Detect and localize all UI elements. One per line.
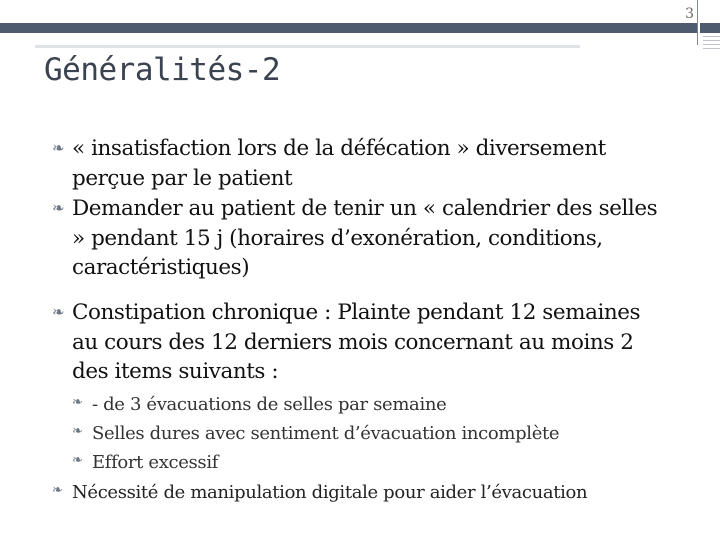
bullet-item <box>52 134 672 193</box>
header-bar-right <box>700 23 720 33</box>
bullet-item <box>52 194 672 283</box>
sub-bullet-text: - de 3 évacuations de selles par semaine <box>92 394 447 415</box>
page-number: 3 <box>685 6 694 22</box>
fleuron-bullet-icon: ❧ <box>52 139 65 157</box>
fleuron-bullet-icon: ❧ <box>52 303 65 321</box>
bullet-text: Nécessité de manipulation digitale pour aider l’évacuation <box>72 482 588 503</box>
sub-bullet-text: Selles dures avec sentiment d’évacuation incomplète <box>92 423 560 444</box>
sub-bullet-item <box>72 390 672 420</box>
sub-bullet-text: Effort excessif <box>92 452 219 473</box>
bullet-item <box>52 478 692 508</box>
bullet-text: Demander au patient de tenir un « calendrier des selles » pendant 15 j (horaires d’exonération, conditions, caractéristiques) <box>72 196 658 281</box>
sub-bullet-item <box>72 419 672 449</box>
fleuron-bullet-icon: ❧ <box>52 483 63 498</box>
slide-title: Généralités-2 <box>44 52 281 88</box>
fleuron-bullet-icon: ❧ <box>72 424 83 439</box>
title-rule <box>35 45 580 48</box>
fleuron-bullet-icon: ❧ <box>52 199 65 217</box>
fleuron-bullet-icon: ❧ <box>72 395 83 410</box>
frame-line <box>697 0 698 45</box>
bullet-text: « insatisfaction lors de la défécation » diversement perçue par le patient <box>72 136 606 191</box>
bullet-text: Constipation chronique : Plainte pendant 12 semaines au cours des 12 derniers mois concernant au moins 2 des items suivants : <box>72 300 641 385</box>
fleuron-bullet-icon: ❧ <box>72 453 83 468</box>
header-bar <box>0 23 697 33</box>
bullet-item <box>52 298 672 387</box>
sub-bullet-item <box>72 448 672 478</box>
